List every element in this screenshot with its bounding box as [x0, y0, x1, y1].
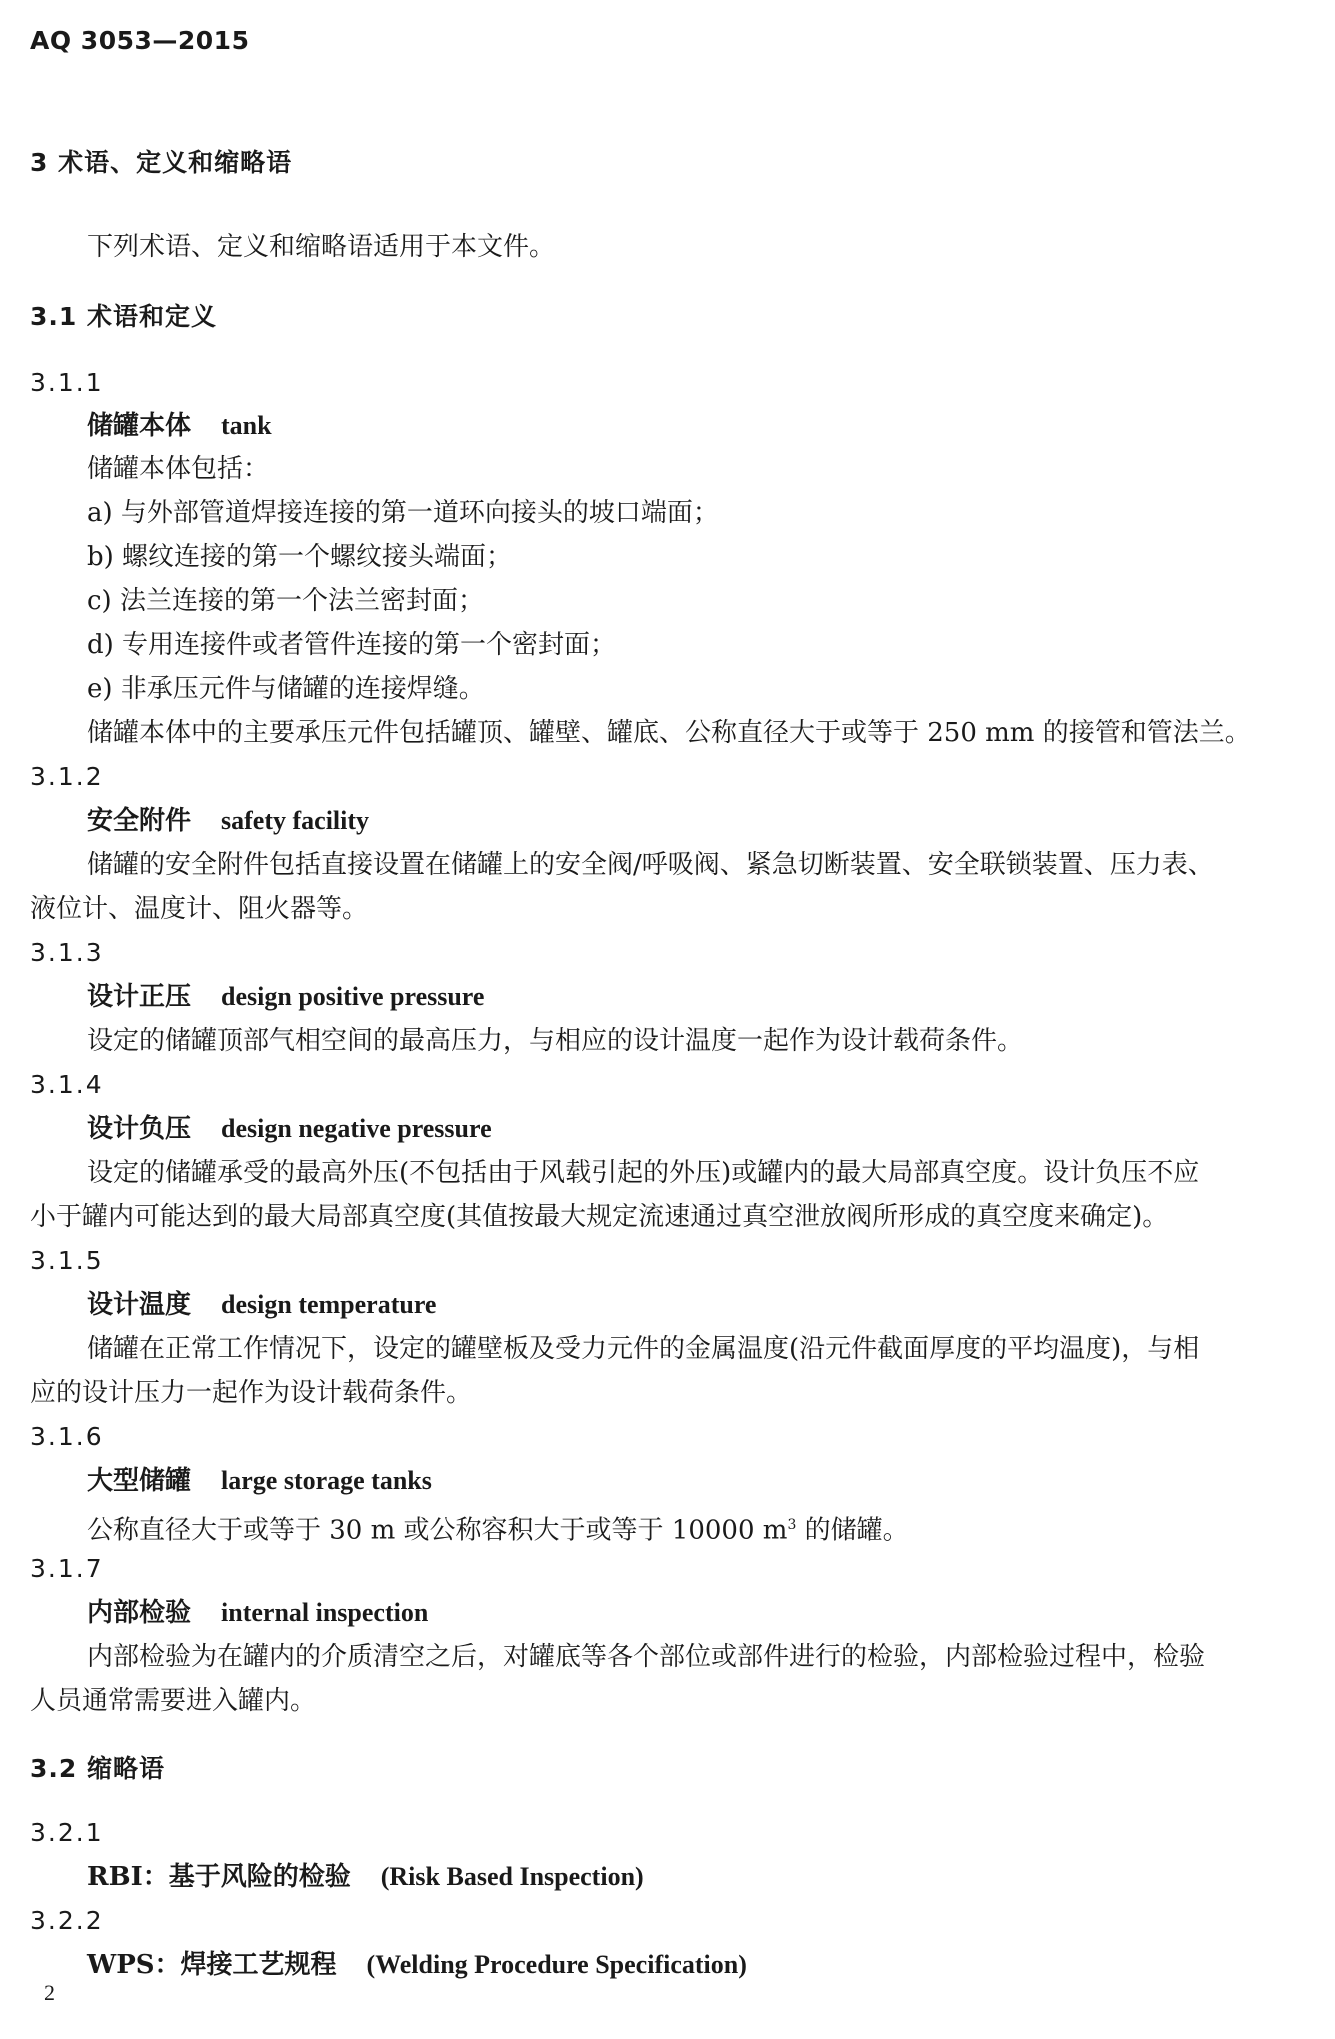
section-3-2-title: 3.2 缩略语 — [30, 1754, 165, 1783]
term-en: safety facility — [221, 806, 370, 835]
term-cn: 储罐本体 — [87, 411, 192, 441]
term-definition: 储罐本体包括： — [87, 454, 270, 484]
abbreviation: RBI：基于风险的检验 — [87, 1862, 351, 1892]
term-cn: 大型储罐 — [87, 1466, 192, 1496]
term-definition: 人员通常需要进入罐内。 — [30, 1686, 317, 1716]
list-item: d) 专用连接件或者管件连接的第一个密封面； — [87, 630, 617, 660]
term-cn: 安全附件 — [87, 806, 192, 836]
term-definition: 应的设计压力一起作为设计载荷条件。 — [30, 1378, 473, 1408]
standard-code: AQ 3053—2015 — [30, 26, 250, 55]
term-en: tank — [221, 411, 272, 440]
term-heading — [87, 1288, 436, 1322]
list-item: b) 螺纹连接的第一个螺纹接头端面； — [87, 542, 513, 572]
definition-text: 的储罐。 — [796, 1515, 909, 1546]
page-number: 2 — [44, 1980, 55, 2005]
term-en: large storage tanks — [221, 1466, 432, 1495]
list-item: c) 法兰连接的第一个法兰密封面； — [87, 586, 484, 616]
term-heading — [87, 409, 272, 443]
clause-number: 3.2.2 — [30, 1906, 104, 1935]
abbreviation-full: (Welding Procedure Specification) — [366, 1950, 747, 1979]
section-3-title: 3 术语、定义和缩略语 — [30, 148, 293, 177]
term-heading — [87, 1596, 428, 1630]
term-heading — [87, 1464, 432, 1498]
clause-number: 3.1.5 — [30, 1246, 104, 1275]
clause-number: 3.1.2 — [30, 762, 104, 791]
term-cn: 内部检验 — [87, 1598, 192, 1628]
term-definition: 储罐的安全附件包括直接设置在储罐上的安全阀/呼吸阀、紧急切断装置、安全联锁装置、压力表、 — [87, 850, 1214, 880]
term-definition: 小于罐内可能达到的最大局部真空度(其值按最大规定流速通过真空泄放阀所形成的真空度来确定)。 — [30, 1202, 1169, 1232]
term-definition: 设定的储罐承受的最高外压(不包括由于风载引起的外压)或罐内的最大局部真空度。设计负压不应 — [87, 1158, 1200, 1188]
term-definition — [87, 1508, 909, 1548]
clause-number: 3.1.1 — [30, 368, 104, 397]
superscript: 3 — [787, 1517, 797, 1533]
term-en: internal inspection — [221, 1598, 429, 1627]
term-definition: 储罐在正常工作情况下，设定的罐壁板及受力元件的金属温度(沿元件截面厚度的平均温度)，与相 — [87, 1334, 1200, 1364]
term-heading — [87, 980, 484, 1014]
definition-text: 公称直径大于或等于 30 m 或公称容积大于或等于 10000 m — [87, 1515, 788, 1546]
term-en: design positive pressure — [221, 982, 485, 1011]
term-en: design negative pressure — [221, 1114, 492, 1143]
abbreviation-heading — [87, 1948, 747, 1982]
abbreviation-heading — [87, 1860, 644, 1894]
term-cn: 设计负压 — [87, 1114, 192, 1144]
section-3-intro: 下列术语、定义和缩略语适用于本文件。 — [87, 232, 556, 262]
clause-number: 3.1.4 — [30, 1070, 104, 1099]
term-definition: 储罐本体中的主要承压元件包括罐顶、罐壁、罐底、公称直径大于或等于 250 mm 的接管和管法兰。 — [87, 718, 1251, 748]
clause-number: 3.2.1 — [30, 1818, 104, 1847]
list-item: e) 非承压元件与储罐的连接焊缝。 — [87, 674, 485, 704]
section-3-1-title: 3.1 术语和定义 — [30, 302, 217, 331]
term-definition: 液位计、温度计、阻火器等。 — [30, 894, 369, 924]
term-definition: 内部检验为在罐内的介质清空之后，对罐底等各个部位或部件进行的检验，内部检验过程中，检验 — [87, 1642, 1206, 1672]
abbreviation-full: (Risk Based Inspection) — [380, 1862, 644, 1891]
term-cn: 设计温度 — [87, 1290, 192, 1320]
clause-number: 3.1.6 — [30, 1422, 104, 1451]
term-en: design temperature — [221, 1290, 437, 1319]
term-heading — [87, 804, 369, 838]
term-definition: 设定的储罐顶部气相空间的最高压力，与相应的设计温度一起作为设计载荷条件。 — [87, 1026, 1024, 1056]
term-heading — [87, 1112, 492, 1146]
list-item: a) 与外部管道焊接连接的第一道环向接头的坡口端面； — [87, 498, 719, 528]
clause-number: 3.1.7 — [30, 1554, 104, 1583]
term-cn: 设计正压 — [87, 982, 192, 1012]
abbreviation: WPS：焊接工艺规程 — [87, 1950, 337, 1980]
clause-number: 3.1.3 — [30, 938, 104, 967]
